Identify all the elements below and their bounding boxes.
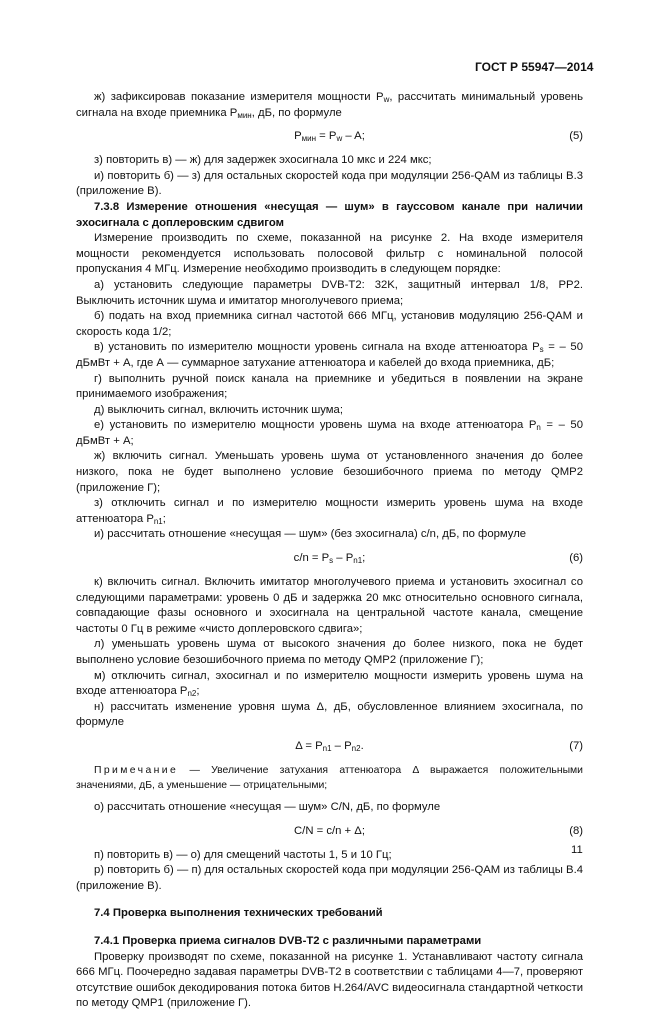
step-z: з) отключить сигнал и по измерителю мощности измерить уровень шума на входе аттенюатора $P_{n1}$; — [76, 497, 583, 526]
step-r: р) повторить б) — п) для остальных скоростей кода при модуляции 256-QAM из таблицы В.4 (приложение В). — [76, 864, 583, 892]
step-g: г) выполнить ручной поиск канала на приемнике и убедиться в появлении на экране принимаемого изображения; — [76, 372, 583, 401]
paragraph: Проверку производят по схеме, показанной на рисунке 1. Устанавливают частоту сигнала 666 МГц. Поочередно задавая параметры DVB-T2 в соответствии с таблицами 4—7, проверяют отсутствие ошибок декодирования потока битов H.264/AVC видеосигнала стандартной четкости по методу QMP1 (приложение Г). — [76, 950, 583, 1010]
step-a: а) установить следующие параметры DVB-T2: 32K, защитный интервал 1/8, PP2. Выключить источник шума и имитатор многолучевого приема; — [76, 278, 583, 307]
step-l: л) уменьшать уровень шума от высокого значения до более низкого, пока не будет выполнено условие безошибочного приема по методу QMP2 (приложение Г); — [76, 638, 583, 666]
formula-8: C/N = c/n + Δ; (8) — [76, 816, 583, 848]
step-k: к) включить сигнал. Включить имитатор многолучевого приема и установить эхосигнал со следующими параметрами: уровень 0 дБ и задержка 20 мкс относительно основного сигнала, совпадающие фазы основного и эхосигнала на центральной частоте канала, смещение частоты 0 Гц в режиме «чисто доплеровского сдвига»; — [76, 576, 583, 635]
paragraph: Измерение производить по схеме, показанной на рисунке 2. На входе измерителя мощности рекомендуется использовать полосовой фильтр с номинальной полосой пропускания 4 МГц. Измерение необходимо производить в следующем порядке: — [76, 232, 583, 276]
section-7-3-8-heading: 7.3.8 Измерение отношения «несущая — шум» в гауссовом канале при наличии эхосигнала с доплеровским сдвигом — [76, 200, 583, 229]
step-z: з) повторить в) — ж) для задержек эхосигнала 10 мкс и 224 мкс; — [94, 154, 432, 167]
page-number: 11 — [571, 844, 583, 856]
formula-6: $c/n = P_s - P_{n1}$; (6) — [293, 552, 583, 566]
standard-header: ГОСТ Р 55947—2014 — [475, 60, 594, 74]
section-7-4-1-heading: 7.4.1 Проверка приема сигналов DVB-T2 с различными параметрами — [94, 934, 482, 947]
formula-number: (6) — [569, 552, 583, 565]
step-p: п) повторить в) — о) для смещений частоты 1, 5 и 10 Гц; — [94, 848, 392, 861]
step-e: е) установить по измерителю мощности уровень шума на входе аттенюатора $P_n$ = – 50 дБмВт + А; — [76, 419, 583, 447]
step-zh: ж) включить сигнал. Уменьшать уровень шума от установленного значения до более низкого, пока не будет выполнено условие безошибочного приема по методу QMP2 (приложение Г); — [76, 450, 583, 494]
step-o: о) рассчитать отношение «несущая — шум» C/N, дБ, по формуле — [94, 800, 441, 813]
formula-5: $P_{мин} = P_w - A$; (5) — [294, 130, 583, 144]
step-m: м) отключить сигнал, эхосигнал и по измерителю мощности измерить уровень шума на входе аттенюатора $P_{n2}$; — [76, 669, 583, 699]
note: Примечание — Увеличение затухания аттенюатора Δ выражается положительными значениями, дБ, а уменьшение — отрицательными; — [76, 764, 583, 791]
formula-7: $\Delta = P_{n1} - P_{n2}$. (7) — [295, 739, 583, 753]
formula-number: (7) — [569, 739, 583, 752]
step-n: н) рассчитать изменение уровня шума Δ, дБ, обусловленное влиянием эхосигнала, по формуле — [76, 700, 583, 729]
step-i: и) повторить б) — з) для остальных скоростей кода при модуляции 256-QAM из таблицы В.3 (приложение В). — [76, 169, 583, 198]
formula-number: (8) — [569, 824, 583, 837]
page-content — [76, 90, 583, 1012]
section-7-4-heading: 7.4 Проверка выполнения технических требований — [94, 907, 383, 920]
step-v: в) установить по измерителю мощности уровень сигнала на входе аттенюатора $P_s$ = – 50 дБмВт + А, где А — суммарное затухание аттенюатора и кабелей до входа приемника, дБ; — [76, 341, 583, 369]
step-i: и) рассчитать отношение «несущая — шум» (без эхосигнала) c/n, дБ, по формуле — [94, 528, 527, 541]
formula-number: (5) — [569, 130, 583, 143]
step-b: б) подать на вход приемника сигнал частотой 666 МГц, установив модуляцию 256-QAM и скорость кода 1/2; — [76, 310, 583, 338]
step-d: д) выключить сигнал, включить источник шума; — [94, 403, 343, 416]
step-zh: ж) зафиксировав показание измерителя мощности $P_w$, рассчитать минимальный уровень сигнала на входе приемника $P_{мин}$, дБ, по формуле — [76, 91, 583, 120]
